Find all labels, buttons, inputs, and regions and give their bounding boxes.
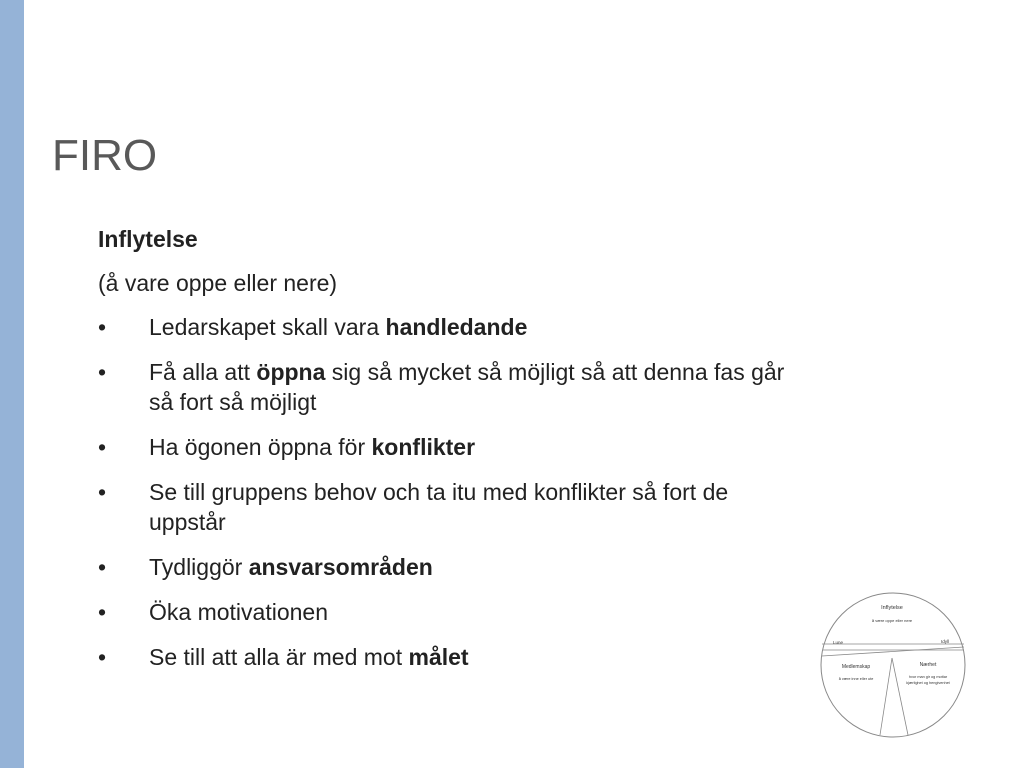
segment-idyll-label: Idyll [940,639,950,644]
bullet-icon: • [98,554,107,580]
list-item [98,477,798,537]
slide-content [98,224,798,687]
bullet-icon: • [98,359,107,385]
bullet-text: Se till gruppens behov och ta itu med konflikter så fort de uppstår [149,479,729,535]
segment-closeness-sub-2: kjærlighet og hengivenhet [906,681,950,685]
bullet-icon: • [98,434,107,460]
firo-circle-diagram [820,592,966,738]
section-subheading: (å vare oppe eller nere) [98,270,338,296]
bullet-text: Tydliggör [149,554,249,580]
segment-influence-title: Inflytelse [881,605,903,611]
list-item [98,432,798,462]
bullet-emphasis: ansvarsområden [248,554,433,580]
bullet-text: Se till att alla är med mot [149,644,409,670]
segment-influence-sub: å være oppe eller nere [871,618,913,623]
side-accent-bar [0,0,24,768]
segment-membership-sub: å være inne eller ute [838,677,874,681]
slide-title: FIRO [52,131,158,180]
bullet-text: Ledarskapet skall vara [149,314,386,340]
list-item [98,552,798,582]
bullet-emphasis: konflikter [371,434,476,460]
segment-lune-label: Lune [832,640,844,645]
bullet-icon: • [98,314,107,340]
bullet-emphasis: målet [408,644,469,670]
bullet-text: Få alla att [149,359,257,385]
segment-closeness-sub-1: hvor man gir og mottar [908,675,948,679]
segment-closeness-title: Nærhet [919,662,937,668]
bullet-tail: sig så mycket så möjligt så att denna fas går så fort så möjligt [149,359,785,415]
bullet-emphasis: handledande [385,314,528,340]
bullet-emphasis: öppna [256,359,326,385]
bullet-icon: • [98,479,107,505]
bullet-text: Öka motivationen [149,599,328,625]
section-heading: Inflytelse [98,226,198,252]
list-item [98,312,798,342]
bullet-icon: • [98,644,107,670]
bullet-list [98,312,798,672]
bullet-text: Ha ögonen öppna för [149,434,372,460]
list-item [98,642,798,672]
segment-membership-title: Medlemskap [841,664,871,670]
bullet-icon: • [98,599,107,625]
list-item [98,357,798,417]
list-item [98,597,798,627]
